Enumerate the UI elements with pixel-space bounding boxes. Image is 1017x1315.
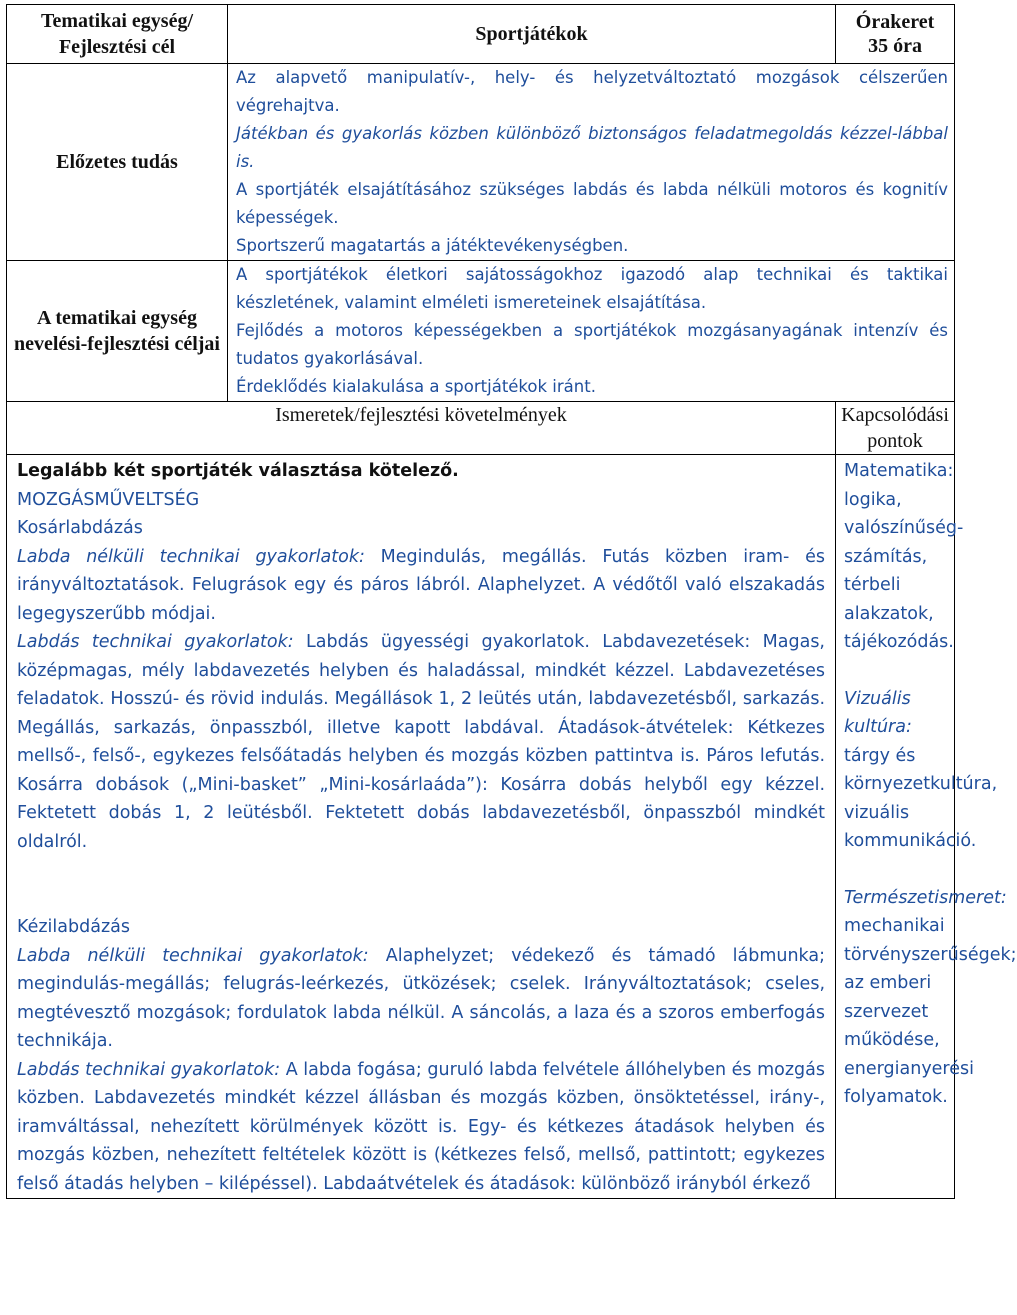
goal-line: Fejlődés a motoros képességekben a sportjátékok mozgásanyagának intenzív és tudatos gyakorlásával. <box>236 321 949 368</box>
technique-text: Megindulás, megállás. Futás közben iram- és irányváltoztatások. Felugrások egy és páros lábról. Alaphelyzet. A védőtől való elszakadás legegyszerűbb módjai. <box>17 546 826 624</box>
goals-row <box>7 261 955 402</box>
goal-line: A sportjátékok életkori sajátosságokhoz igazodó alap technikai és taktikai készletének, valamint elméleti ismereteinek elsajátítása. <box>236 265 949 312</box>
connections-content <box>836 455 1017 1199</box>
curriculum-table <box>6 4 1017 1199</box>
content-row <box>7 455 955 1199</box>
unit-title-cell <box>228 5 836 64</box>
handball-technique-1 <box>17 942 825 1056</box>
unit-label-cell <box>7 5 228 64</box>
prior-knowledge-content <box>228 64 955 261</box>
connection-text: logika, valószínűség-számítás, térbeli alakzatok, tájékozódás. <box>844 489 964 652</box>
hours-value: 35 óra <box>868 35 922 57</box>
prior-line: Játékban és gyakorlás közben különböző biztonságos feladatmegoldás kézzel-lábbal is. <box>236 124 949 171</box>
hours-cell <box>836 5 955 64</box>
technique-text: A labda fogása; guruló labda felvétele állóhelyben és mozgás közben. Labdavezetés mindkét kézzel állásban és mozgás közben, önsöktetéssel, irány-, iramváltással, nehezített körülmények között is. Egy- és kétkezes átadások helyben és mozgás közben, nehezített feltételek között is (kétkezes felső, mellső, pattintott; egykezes felső átadás helyben – kilépéssel). Labdaátvételek és átadások: különböző irányból érkező <box>17 1059 826 1194</box>
basketball-technique-2 <box>17 628 825 856</box>
header-row <box>7 5 955 64</box>
columns-header-row <box>7 402 955 455</box>
connection-label: Természetismeret: <box>844 887 1007 908</box>
spacer <box>17 856 825 913</box>
requirements-content <box>7 455 836 1199</box>
prior-line: A sportjáték elsajátításához szükséges labdás és labda nélküli motoros és kognitív képességek. <box>236 180 949 227</box>
technique-text: Alaphelyzet; védekező és támadó lábmunka; megindulás-megállás; felugrás-leérkezés, ütközések; cselek. Irányváltoztatások; cseles, megtévesztő mozgások; fordulatok labda nélkül. A sáncolás, a laza és a szoros emberfogás technikája. <box>17 945 826 1051</box>
prior-line: Sportszerű magatartás a játéktevékenységben. <box>236 236 629 255</box>
requirements-header: Ismeretek/fejlesztési követelmények <box>7 402 836 455</box>
connection-label: Vizuális kultúra: <box>844 688 912 737</box>
mandatory-note: Legalább két sportjáték választása kötelező. <box>17 461 459 481</box>
technique-label: Labda nélküli technikai gyakorlatok: <box>17 945 369 966</box>
unit-title: Sportjátékok <box>475 23 588 45</box>
visual-connection <box>844 685 998 856</box>
basketball-title: Kosárlabdázás <box>17 518 143 538</box>
goals-label: A tematikai egység nevelési-fejlesztési céljai <box>7 261 228 402</box>
hours-label: Órakeret <box>855 11 935 33</box>
connection-label: Matematika: <box>844 461 954 481</box>
prior-line: Az alapvető manipulatív-, hely- és helyzetváltoztató mozgások célszerűen végrehajtva. <box>236 68 949 115</box>
science-connection <box>844 884 1017 1112</box>
prior-knowledge-row <box>7 64 955 261</box>
basketball-technique-1 <box>17 543 825 629</box>
math-connection <box>844 457 964 657</box>
technique-label: Labdás technikai gyakorlatok: <box>17 1059 281 1080</box>
prior-knowledge-label: Előzetes tudás <box>7 64 228 261</box>
goals-content <box>228 261 955 402</box>
connections-header: Kapcsolódási pontok <box>836 402 955 455</box>
technique-text: Labdás ügyességi gyakorlatok. Labdavezetések: Magas, középmagas, mély labdavezetés helyben és haladással, mindkét kézzel. Labdavezetéses feladatok. Hosszú- és rövid indulás. Megállások 1, 2 leütés után, labdavezetésből, sarkazás. Megállás, sarkazás, önpasszból, illetve kapott labdával. Átadások-átvételek: Kétkezes mellső-, felső-, egykezes felsőátadás helyben és mozgás közben pattintva is. Páros lefutás. Kosárra dobások („Mini-basket” „Mini-kosárlaáda”): Kosárra dobás helyből egy kézzel. Fektetett dobás 1, 2 leütésből. Fektetett dobás labdavezetésből, önpasszból mindkét oldalról. <box>17 632 826 852</box>
connection-text: tárgy és környezetkultúra, vizuális kommunikáció. <box>844 745 998 851</box>
handball-title: Kézilabdázás <box>17 917 130 937</box>
technique-label: Labdás technikai gyakorlatok: <box>17 632 294 652</box>
technique-label: Labda nélküli technikai gyakorlatok: <box>17 546 365 567</box>
unit-label: Tematikai egység/ Fejlesztési cél <box>40 10 194 58</box>
section-title: MOZGÁSMŰVELTSÉG <box>17 489 200 510</box>
handball-technique-2 <box>17 1056 825 1199</box>
goal-line: Érdeklődés kialakulása a sportjátékok iránt. <box>236 377 596 396</box>
connection-text: mechanikai törvényszerűségek; az emberi szervezet működése, energianyerési folyamatok. <box>844 916 1017 1107</box>
